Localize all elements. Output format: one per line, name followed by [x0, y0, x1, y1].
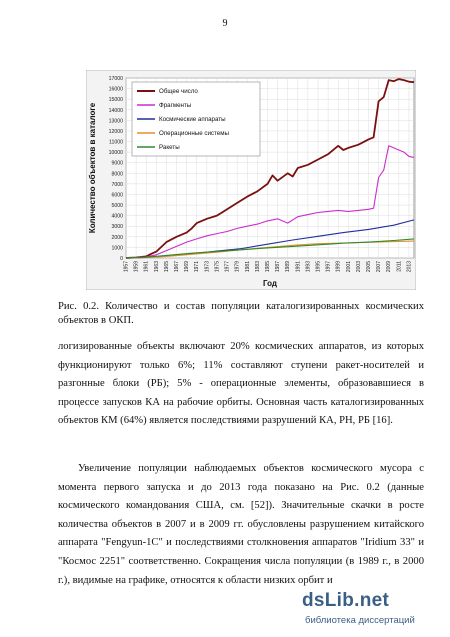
figure-chart [86, 70, 416, 290]
legend-label-3: Космические аппараты [159, 116, 226, 124]
x-tick-label: 1965 [163, 261, 170, 273]
y-tick-label: 5000 [111, 203, 123, 210]
y-tick-label: 16000 [108, 86, 123, 93]
watermark [302, 590, 448, 634]
watermark-logo: dsLib.net [302, 590, 390, 611]
catalog-objects-chart [86, 70, 416, 290]
x-tick-label: 2001 [345, 261, 352, 273]
x-tick-label: 1997 [325, 261, 332, 273]
y-axis-label: Количество объектов в каталоге [88, 102, 97, 234]
y-tick-label: 7000 [111, 181, 123, 188]
y-tick-label: 6000 [111, 192, 123, 199]
x-tick-label: 1985 [264, 261, 271, 273]
x-tick-label: 2013 [406, 261, 413, 273]
x-tick-label: 2009 [386, 261, 393, 273]
x-tick-label: 2007 [376, 261, 383, 273]
figure-caption: Рис. 0.2. Количество и состав популяции каталогизированных космических объектов в ОКП. [58, 301, 424, 326]
y-tick-label: 0 [120, 256, 123, 262]
x-tick-label: 1961 [143, 261, 150, 273]
y-tick-label: 12000 [108, 128, 123, 135]
x-tick-label: 1969 [184, 261, 191, 273]
y-tick-label: 17000 [108, 76, 123, 82]
y-tick-label: 11000 [108, 139, 123, 146]
x-tick-label: 1957 [123, 261, 130, 273]
x-tick-label: 1967 [174, 261, 181, 273]
x-tick-label: 1987 [275, 261, 282, 273]
y-tick-label: 15000 [108, 97, 123, 104]
y-tick-label: 2000 [111, 234, 123, 241]
legend-label-4: Операционные системы [159, 130, 229, 138]
y-tick-label: 13000 [108, 118, 123, 125]
y-tick-label: 8000 [111, 171, 123, 178]
paragraph-2: Увеличение популяции наблюдаемых объектов космического мусора с момента первого запуска и до 2013 года показано на Рис. 0.2 (данные космического командования США, см. [52]). Значительные скачки в росте количества объектов в 2007 и в 2009 гг. обусловлены разрушением китайского аппарата "Fengyun-1C" и последствиями столкновения аппаратов "Iridium 33" и "Космос 2251" соответственно. Сокращения числа популяции (в 1989 г., в 2000 г.), видимые на графике, относятся к области низких орбит и [58, 463, 424, 586]
y-tick-label: 3000 [111, 224, 123, 231]
x-tick-label: 2011 [396, 261, 403, 272]
legend-label-5: Ракеты [159, 144, 180, 152]
x-tick-label: 1983 [254, 261, 261, 273]
x-tick-label: 1977 [224, 261, 231, 273]
x-tick-label: 1973 [204, 261, 211, 273]
x-tick-label: 1999 [335, 261, 342, 273]
y-tick-label: 4000 [111, 213, 123, 220]
y-tick-label: 10000 [108, 150, 123, 157]
x-tick-label: 2003 [355, 261, 362, 273]
x-tick-label: 1959 [133, 261, 140, 273]
watermark-subtitle: библиотека диссертаций [305, 615, 415, 626]
y-tick-label: 1000 [111, 245, 123, 252]
x-tick-label: 1991 [295, 261, 302, 273]
page-number: 9 [222, 18, 228, 29]
y-tick-label: 9000 [111, 160, 123, 167]
paragraph-1: логизированные объекты включают 20% космических аппаратов, из которых функционируют только 6%; 11% составляют ступени ракет-носителей и разгонные блоки (РБ); 5% - операционные элементы, образовавшиеся в процессе запусков КА на рабочие орбиты. Основная часть каталогизированных объектов КМ (64%) является последствиями разрушений КА, РН, РБ [16]. [58, 341, 424, 427]
x-tick-label: 1979 [234, 261, 241, 273]
x-tick-label: 1995 [315, 261, 322, 273]
legend-label-1: Общее число [159, 88, 198, 96]
x-tick-label: 1971 [194, 261, 201, 273]
x-tick-label: 1989 [285, 261, 292, 273]
legend-label-2: Фрагменты [159, 102, 192, 110]
y-tick-label: 14000 [108, 107, 123, 114]
x-tick-label: 1963 [153, 261, 160, 273]
x-tick-label: 1975 [214, 261, 221, 273]
x-tick-label: 1981 [244, 261, 251, 273]
x-tick-label: 1993 [305, 261, 312, 273]
x-tick-label: 2005 [366, 261, 373, 273]
legend [132, 82, 260, 156]
x-axis-label: Год [263, 279, 277, 288]
